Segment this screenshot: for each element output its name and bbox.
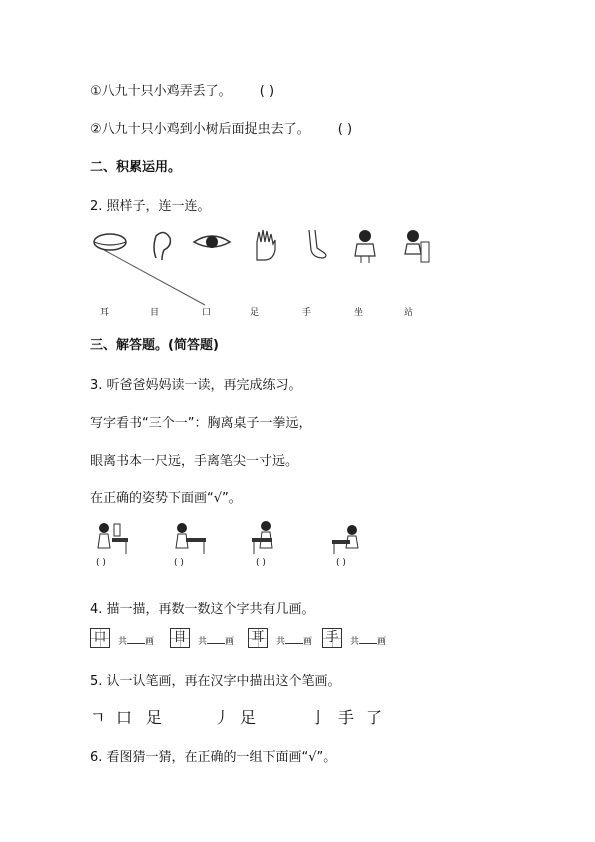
- stroke-count: 共 画: [350, 637, 387, 647]
- stroke-count: 共 画: [276, 637, 313, 647]
- posture-option[interactable]: [330, 520, 370, 570]
- posture-option[interactable]: [168, 520, 208, 570]
- stroke-count-blank[interactable]: [127, 643, 145, 644]
- stroke-glyph: 丿: [214, 708, 231, 727]
- tracing-box[interactable]: 手: [322, 628, 342, 648]
- q2-label[interactable]: 手: [302, 308, 312, 318]
- q2-label[interactable]: 站: [404, 308, 414, 318]
- stroke-glyph: 亅: [310, 708, 327, 727]
- stroke-glyph: ㄱ: [90, 708, 106, 727]
- hand-icon[interactable]: [245, 228, 285, 264]
- q2-label[interactable]: 口: [202, 308, 212, 318]
- q3-title: 3. 听爸爸妈妈读一读，再完成练习。: [90, 378, 302, 393]
- q1-option-2-text: ②八九十只小鸡到小树后面捉虫去了。: [90, 122, 310, 137]
- tracing-box[interactable]: 耳: [248, 628, 268, 648]
- trace-character[interactable]: 了: [366, 708, 383, 727]
- trace-character[interactable]: 手: [338, 708, 355, 727]
- posture-answer[interactable]: ( ): [256, 558, 266, 568]
- trace-character[interactable]: 口: [116, 708, 133, 727]
- trace-character[interactable]: 足: [240, 708, 257, 727]
- q6-title: 6. 看图猜一猜，在正确的一组下面画“√”。: [90, 750, 337, 765]
- q2-label-row: [90, 305, 510, 319]
- eye-icon[interactable]: [192, 228, 232, 264]
- section-2-title: 二、积累运用。: [90, 160, 182, 175]
- q5-stroke-row: [90, 705, 410, 729]
- reading-student-icon: [90, 520, 130, 556]
- posture-answer[interactable]: ( ): [96, 558, 106, 568]
- stroke-count: 共 画: [118, 637, 155, 647]
- posture-answer[interactable]: ( ): [336, 558, 346, 568]
- tracing-box[interactable]: 目: [170, 628, 190, 648]
- q2-title: 2. 照样子，连一连。: [90, 199, 211, 214]
- posture-option[interactable]: [250, 520, 290, 570]
- section-3-title: 三、解答题。(简答题): [90, 338, 219, 353]
- q3-text-line-2: 眼离书本一尺远，手离笔尖一寸远。: [90, 454, 299, 469]
- q5-title: 5. 认一认笔画，再在汉字中描出这个笔画。: [90, 674, 341, 689]
- q4-title: 4. 描一描，再数一数这个字共有几画。: [90, 602, 315, 617]
- foot-icon[interactable]: [295, 228, 335, 264]
- posture-option[interactable]: [90, 520, 130, 570]
- q3-text-line-1: 写字看书“三个一”：胸离桌子一拳远，: [90, 416, 312, 431]
- stroke-count-blank[interactable]: [207, 643, 225, 644]
- q2-picture-row: [90, 228, 510, 264]
- q2-label[interactable]: 耳: [100, 308, 110, 318]
- trace-character[interactable]: 足: [146, 708, 163, 727]
- writing-student-icon: [168, 520, 208, 556]
- tracing-box[interactable]: 口: [90, 628, 110, 648]
- q3-posture-row: [90, 520, 390, 570]
- posture-answer[interactable]: ( ): [174, 558, 184, 568]
- q1-option-1: [90, 80, 274, 99]
- writing-student-icon: [330, 520, 370, 556]
- mouth-icon[interactable]: [90, 228, 130, 264]
- writing-student-icon: [250, 520, 290, 556]
- q2-label[interactable]: 目: [150, 308, 160, 318]
- q3-instruction: 在正确的姿势下面画“√”。: [90, 491, 242, 506]
- q2-label[interactable]: 足: [250, 308, 260, 318]
- stroke-count-blank[interactable]: [285, 643, 303, 644]
- sit-icon[interactable]: [395, 228, 435, 264]
- q1-option-2: [90, 118, 352, 137]
- stand-icon[interactable]: [345, 228, 385, 264]
- q4-character-row: [90, 628, 410, 650]
- stroke-count: 共 画: [198, 637, 235, 647]
- q2-label[interactable]: 坐: [354, 308, 364, 318]
- q1-option-1-text: ①八九十只小鸡弄丢了。: [90, 84, 232, 99]
- ear-icon[interactable]: [142, 228, 182, 264]
- q1-option-1-answer[interactable]: ( ): [259, 84, 275, 99]
- stroke-count-blank[interactable]: [359, 643, 377, 644]
- q1-option-2-answer[interactable]: ( ): [337, 122, 353, 137]
